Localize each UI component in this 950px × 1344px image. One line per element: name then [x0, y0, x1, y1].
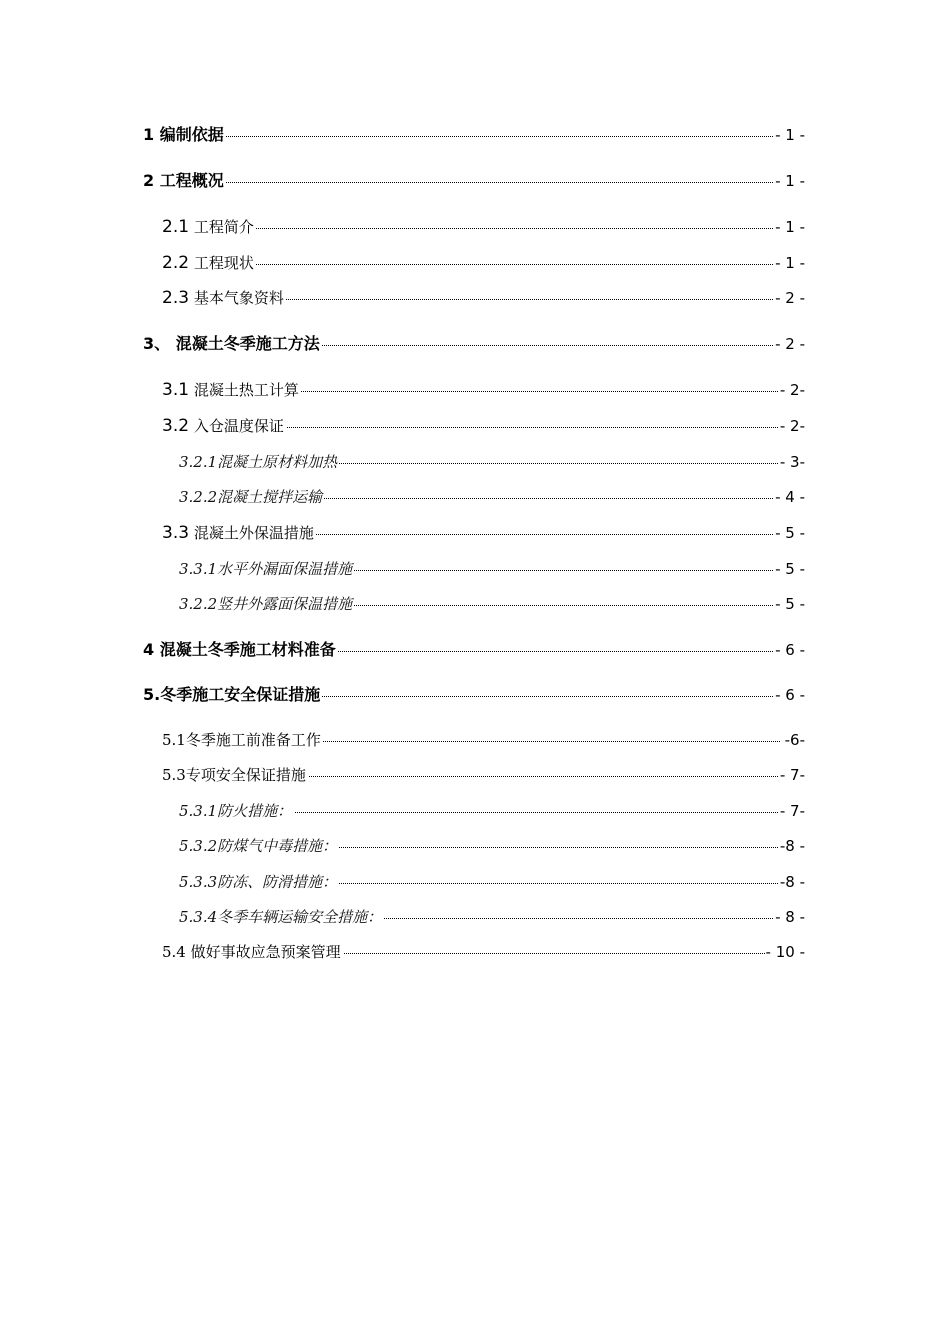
toc-entry-label: 5.1冬季施工前准备工作 — [162, 728, 323, 752]
toc-entry[interactable] — [0, 123, 950, 147]
toc-entry-page: - 5 - — [774, 557, 805, 581]
toc-entry-number: 2.3 — [162, 288, 190, 308]
toc-entry-page: - 7- — [779, 799, 805, 823]
toc-entry-page: -6- — [784, 728, 805, 752]
toc-entry-label: 3.2.1混凝土原材料加热 — [179, 450, 339, 474]
toc-entry-page: - 1 - — [774, 251, 805, 275]
toc-entry[interactable] — [0, 414, 950, 438]
toc-entry-title: 混凝土热工计算 — [189, 381, 299, 399]
toc-entry-page: - 2- — [779, 414, 805, 438]
toc-entry-label: 5.3专项安全保证措施 — [162, 763, 308, 787]
toc-entry-label — [162, 251, 256, 275]
toc-entry-number: 3.1 — [162, 380, 190, 400]
toc-entry-page: - 2 - — [774, 286, 805, 310]
toc-entry-title: 入仓温度保证 — [189, 417, 284, 435]
toc-entry[interactable] — [0, 799, 950, 823]
toc-entry-page: - 6 - — [774, 683, 805, 707]
toc-entry-label: 1 编制依据 — [143, 123, 226, 147]
toc-entry-title: 工程现状 — [189, 254, 254, 272]
toc-entry-page: - 5 - — [774, 592, 805, 616]
toc-entry-label — [162, 414, 286, 438]
toc-entry-page: - 8 - — [774, 905, 805, 929]
toc-entry-page: - 2 - — [774, 332, 805, 356]
toc-entry[interactable] — [0, 450, 950, 474]
leader-dots — [170, 264, 775, 265]
toc-entry[interactable] — [0, 378, 950, 402]
toc-entry-page: - 1 - — [774, 169, 805, 193]
toc-entry-label: 3、 混凝土冬季施工方法 — [143, 332, 322, 356]
toc-entry[interactable] — [0, 638, 950, 662]
toc-entry-label: 5.3.3防冻、防滑措施： — [179, 870, 339, 894]
toc-entry-label: 3.2.2混凝土搅拌运输 — [179, 485, 324, 509]
toc-entry[interactable] — [0, 870, 950, 894]
toc-entry[interactable] — [0, 557, 950, 581]
toc-entry-label: 4 混凝土冬季施工材料准备 — [143, 638, 338, 662]
leader-dots — [170, 228, 775, 229]
toc-entry-number: 2.1 — [162, 217, 190, 237]
toc-entry-label: 3.3.1水平外漏面保温措施 — [179, 557, 354, 581]
toc-entry-page: - 4 - — [774, 485, 805, 509]
toc-entry[interactable] — [0, 215, 950, 239]
toc-entry-label — [162, 215, 256, 239]
leader-dots — [150, 182, 775, 183]
toc-entry-label: 2 工程概况 — [143, 169, 226, 193]
toc-entry-page: - 7- — [779, 763, 805, 787]
toc-entry-page: - 6 - — [774, 638, 805, 662]
toc-entry[interactable] — [0, 251, 950, 275]
toc-entry[interactable] — [0, 683, 950, 707]
toc-entry[interactable] — [0, 834, 950, 858]
toc-entry[interactable] — [0, 763, 950, 787]
toc-entry[interactable] — [0, 286, 950, 310]
toc-entry-label — [162, 286, 286, 310]
toc-entry[interactable] — [0, 169, 950, 193]
toc-entry-page: - 10 - — [765, 940, 805, 964]
toc-entry-label: 5.冬季施工安全保证措施 — [143, 683, 322, 707]
toc-entry-title: 混凝土外保温措施 — [189, 524, 314, 542]
toc-entry-number: 3.3 — [162, 523, 190, 543]
toc-entry-page: - 2- — [779, 378, 805, 402]
toc-entry-label: 3.2.2竖井外露面保温措施 — [179, 592, 354, 616]
toc-entry-number: 2.2 — [162, 253, 190, 273]
toc-entry[interactable] — [0, 332, 950, 356]
toc-entry[interactable] — [0, 940, 950, 964]
toc-entry-label: 5.4 做好事故应急预案管理 — [162, 940, 343, 964]
toc-entry[interactable] — [0, 521, 950, 545]
toc-entry-label — [162, 521, 316, 545]
toc-entry-number: 3.2 — [162, 416, 190, 436]
toc-entry-label — [162, 378, 301, 402]
toc-entry-page: -8 - — [779, 834, 805, 858]
toc-entry-page: - 1 - — [774, 215, 805, 239]
toc-entry[interactable] — [0, 592, 950, 616]
toc-entry-title: 工程简介 — [189, 218, 254, 236]
toc-entry-title: 基本气象资料 — [189, 289, 284, 307]
leader-dots — [150, 136, 775, 137]
toc-entry[interactable] — [0, 485, 950, 509]
toc-entry-page: -8 - — [779, 870, 805, 894]
toc-entry-page: - 1 - — [774, 123, 805, 147]
toc-entry-label: 5.3.2防煤气中毒措施： — [179, 834, 339, 858]
toc-entry-label: 5.3.4冬季车辆运输安全措施： — [179, 905, 384, 929]
toc-entry[interactable] — [0, 905, 950, 929]
toc-entry-label: 5.3.1防火措施： — [179, 799, 294, 823]
toc-entry[interactable] — [0, 728, 950, 752]
toc-entry-page: - 3- — [779, 450, 805, 474]
toc-entry-page: - 5 - — [774, 521, 805, 545]
